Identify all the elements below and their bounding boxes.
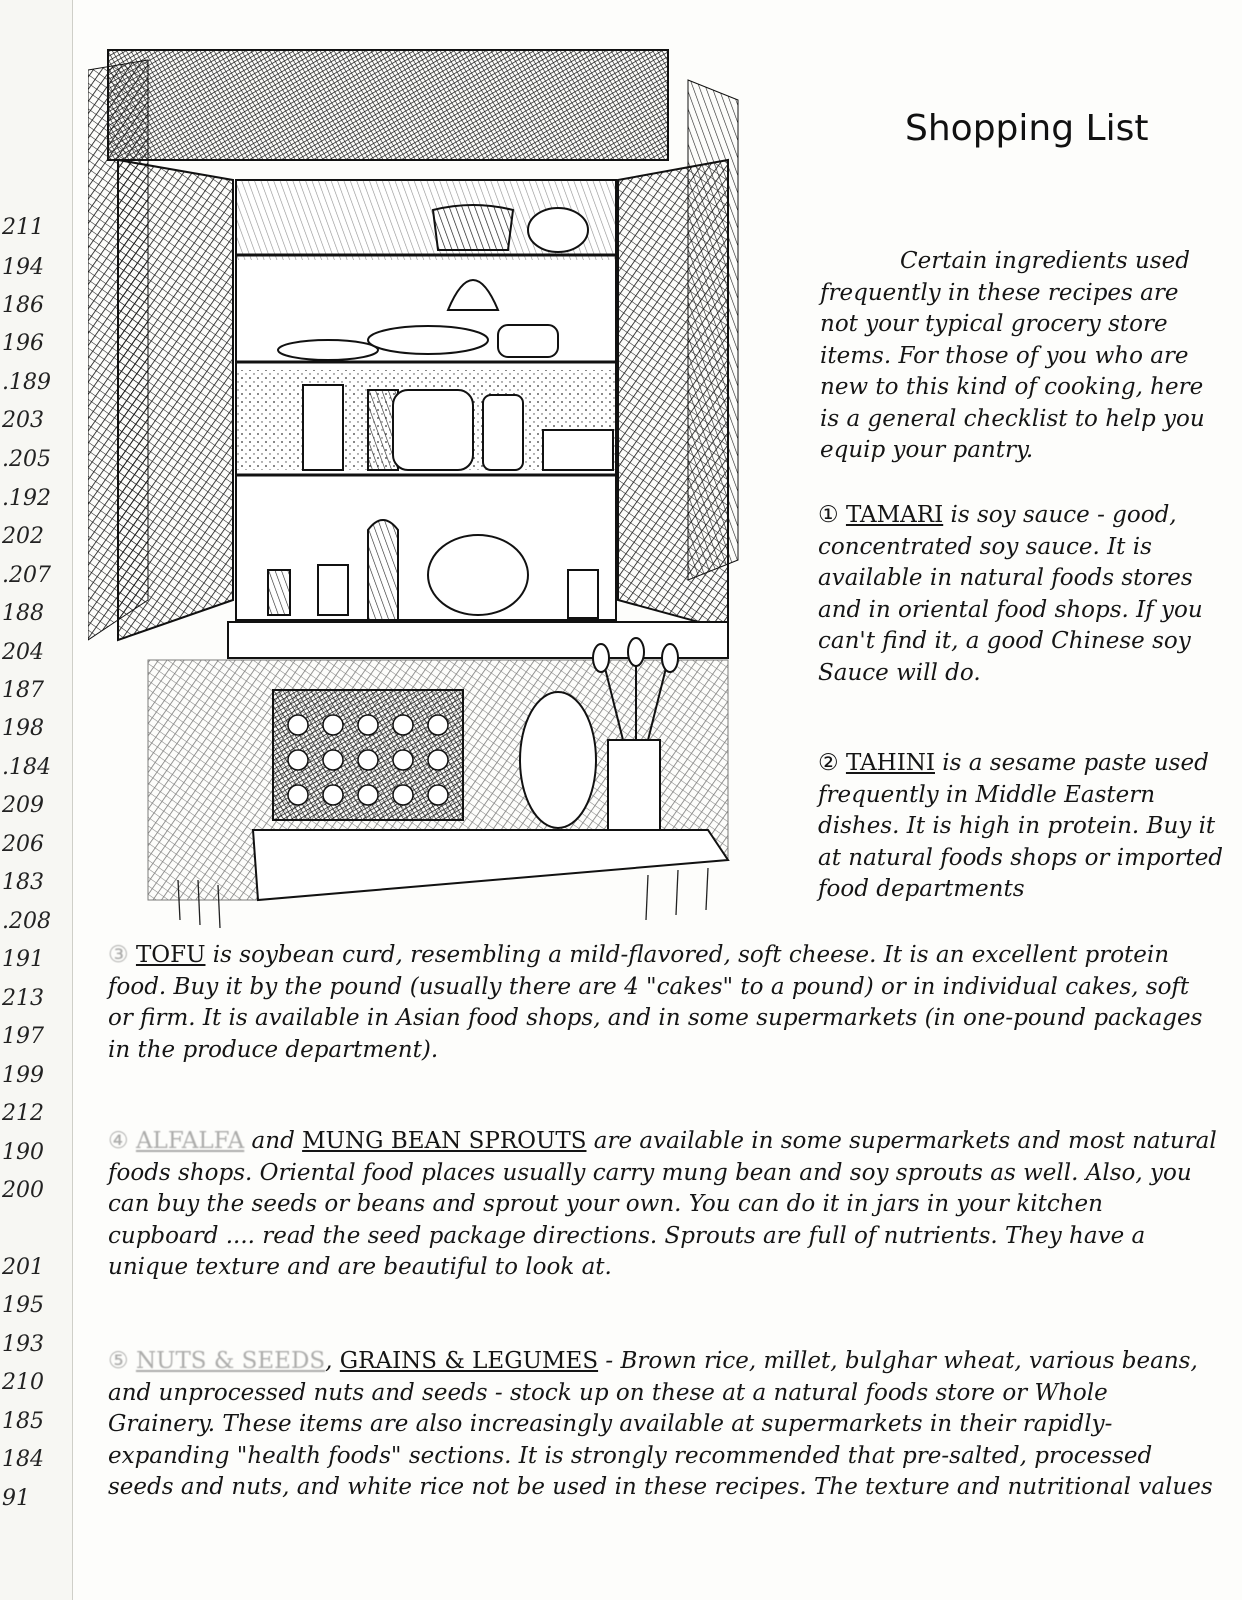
margin-number: 199 bbox=[2, 1063, 44, 1088]
item-connector: and bbox=[244, 1128, 303, 1154]
item-grains bbox=[108, 1346, 1218, 1504]
item-sprouts bbox=[108, 1126, 1218, 1284]
margin-number: .189 bbox=[2, 370, 51, 395]
margin-number: .205 bbox=[2, 447, 51, 472]
margin-number: 184 bbox=[2, 1447, 44, 1472]
margin-number: 203 bbox=[2, 408, 44, 433]
margin-number: 196 bbox=[2, 331, 44, 356]
margin-number: 210 bbox=[2, 1370, 44, 1395]
margin-number: 206 bbox=[2, 832, 44, 857]
item-tahini bbox=[818, 748, 1242, 906]
margin-number: 187 bbox=[2, 678, 44, 703]
margin-number: 194 bbox=[2, 255, 44, 280]
margin-number: 183 bbox=[2, 870, 44, 895]
item-number: ③ bbox=[108, 942, 129, 968]
item-name: TAMARI bbox=[845, 502, 944, 528]
margin-number: 201 bbox=[2, 1255, 44, 1280]
margin-number: 200 bbox=[2, 1178, 44, 1203]
item-name: TOFU bbox=[135, 942, 206, 968]
item-description: is soybean curd, resembling a mild-flavored, soft cheese. It is an excellent protein food. Buy it by the pound (usually there are 4 "cakes" to a pound) or in individual cakes, soft or firm. It is available in Asian food shops, and in some supermarkets (in one-pound packages in the produce department). bbox=[108, 942, 1203, 1063]
margin-number: .184 bbox=[2, 755, 51, 780]
margin-number: 191 bbox=[2, 947, 44, 972]
item-name: TAHINI bbox=[845, 750, 935, 776]
item-number: ⑤ bbox=[108, 1348, 129, 1374]
margin-number: .207 bbox=[2, 563, 51, 588]
intro-paragraph: Certain ingredients used frequently in these recipes are not your typical grocery store items. For those of you who are new to this kind of cooking, here is a general checklist to help you equip your pantry. bbox=[820, 248, 1205, 463]
item-connector: , bbox=[325, 1348, 340, 1374]
item-description: is soy sauce - good, concentrated soy sauce. It is available in natural foods stores and in oriental food shops. If you can't find it, a good Chinese soy Sauce will do. bbox=[818, 502, 1203, 686]
margin-number: 198 bbox=[2, 716, 44, 741]
item-description: is a sesame paste used frequently in Middle Eastern dishes. It is high in protein. Buy it at natural foods shops or imported food departments bbox=[818, 750, 1224, 902]
margin-number: 190 bbox=[2, 1140, 44, 1165]
margin-number: 211 bbox=[2, 215, 44, 240]
margin-number: 204 bbox=[2, 640, 44, 665]
margin-number: .192 bbox=[2, 486, 51, 511]
margin-number: 213 bbox=[2, 986, 44, 1011]
item-number: ④ bbox=[108, 1128, 129, 1154]
margin-number: 193 bbox=[2, 1332, 44, 1357]
margin-number: 188 bbox=[2, 601, 44, 626]
page-title: Shopping List bbox=[905, 108, 1149, 149]
margin-number: 186 bbox=[2, 293, 44, 318]
margin-number: .208 bbox=[2, 909, 51, 934]
item-tofu bbox=[108, 940, 1218, 1066]
item-number: ① bbox=[818, 502, 839, 528]
item-name-2: GRAINS & LEGUMES bbox=[339, 1348, 599, 1374]
pantry-illustration bbox=[88, 40, 748, 940]
margin-number: 209 bbox=[2, 793, 44, 818]
item-name: ALFALFA bbox=[135, 1128, 245, 1154]
margin-number: 212 bbox=[2, 1101, 44, 1126]
item-name: NUTS & SEEDS bbox=[135, 1348, 326, 1374]
margin-number: 91 bbox=[2, 1486, 30, 1511]
margin-number: 195 bbox=[2, 1293, 44, 1318]
margin-number: 185 bbox=[2, 1409, 44, 1434]
item-tamari bbox=[818, 500, 1218, 689]
margin-number: 202 bbox=[2, 524, 44, 549]
margin-number: 197 bbox=[2, 1024, 44, 1049]
item-description: are available in some supermarkets and most natural foods shops. Oriental food places usually carry mung bean and soy sprouts as well. Also, you can buy the seeds or beans and sprout your own. You can do it in jars in your kitchen cupboard .... read the seed package directions. Sprouts are full of nutrients. They have a unique texture and are beautiful to look at. bbox=[108, 1128, 1217, 1280]
item-description: - Brown rice, millet, bulghar wheat, various beans, and unprocessed nuts and seeds - stock up on these at a natural foods store or Whole Grainery. These items are also increasingly available at supermarkets in their rapidly-expanding "health foods" sections. It is strongly recommended that pre-salted, processed seeds and nuts, and white rice not be used in these recipes. The texture and nutritional values bbox=[108, 1348, 1213, 1500]
item-number: ② bbox=[818, 750, 839, 776]
item-name-2: MUNG BEAN SPROUTS bbox=[302, 1128, 587, 1154]
